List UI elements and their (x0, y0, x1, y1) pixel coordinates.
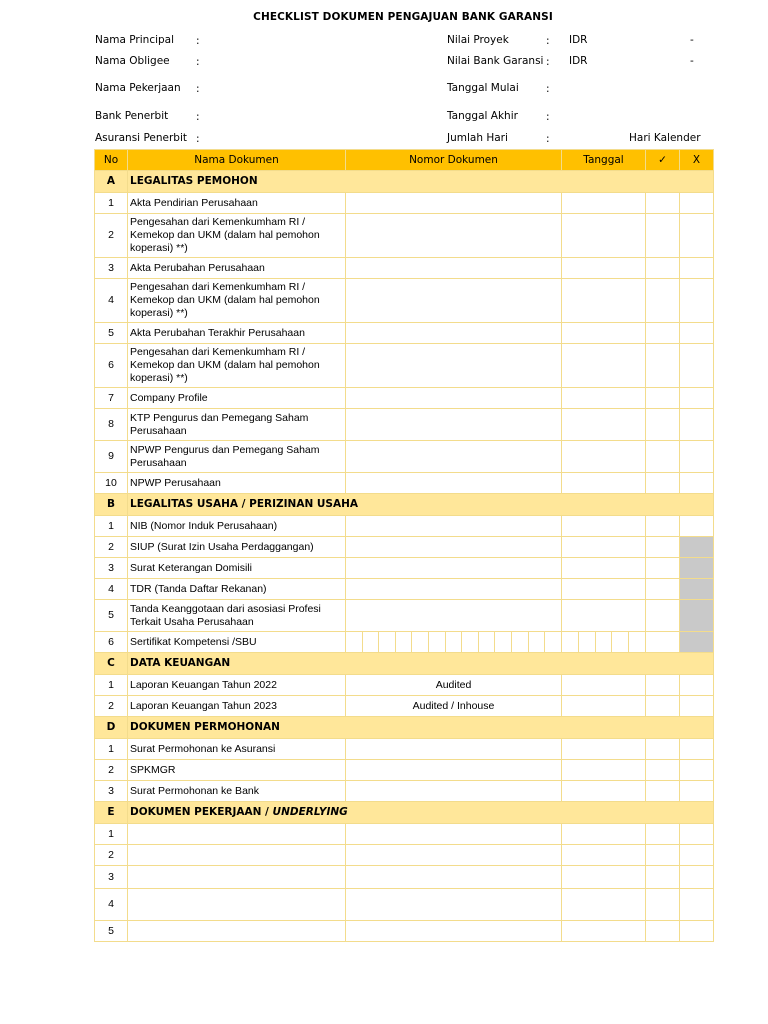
row-no: 7 (95, 388, 128, 409)
check-cell[interactable] (646, 344, 680, 388)
x-cell[interactable] (680, 258, 714, 279)
row-no: 3 (95, 558, 128, 579)
tanggal-cell[interactable] (562, 824, 646, 845)
x-cell[interactable] (680, 866, 714, 889)
check-cell[interactable] (646, 193, 680, 214)
check-cell[interactable] (646, 258, 680, 279)
table-row (95, 781, 714, 802)
section-title (128, 802, 714, 824)
nomor-dokumen-cell[interactable] (346, 558, 562, 579)
row-no: 1 (95, 824, 128, 845)
check-cell[interactable] (646, 781, 680, 802)
tanggal-cell[interactable] (562, 473, 646, 494)
check-cell[interactable] (646, 675, 680, 696)
x-cell[interactable] (680, 781, 714, 802)
nama-dokumen-cell[interactable] (128, 866, 346, 889)
row-nama-dokumen: Surat Keterangan Domisili (128, 558, 346, 579)
check-cell[interactable] (646, 323, 680, 344)
x-cell[interactable] (680, 388, 714, 409)
x-cell-disabled (680, 632, 714, 653)
nomor-dokumen-subcells[interactable] (346, 632, 562, 653)
nomor-dokumen-cell[interactable] (346, 409, 562, 441)
column-header-tanggal: Tanggal (562, 150, 646, 171)
nomor-dokumen-cell[interactable] (346, 739, 562, 760)
tanggal-cell[interactable] (562, 214, 646, 258)
nomor-dokumen-cell[interactable] (346, 344, 562, 388)
nomor-dokumen-cell[interactable] (346, 781, 562, 802)
label-jumlah-hari: Jumlah Hari (447, 132, 508, 144)
x-cell[interactable] (680, 845, 714, 866)
tanggal-cell[interactable] (562, 760, 646, 781)
tanggal-cell[interactable] (562, 579, 646, 600)
row-no: 4 (95, 279, 128, 323)
row-no: 4 (95, 889, 128, 921)
row-nama-dokumen: Company Profile (128, 388, 346, 409)
section-letter: D (95, 717, 128, 739)
nama-dokumen-cell[interactable] (128, 824, 346, 845)
row-nama-dokumen: NPWP Pengurus dan Pemegang Saham Perusahaan (128, 441, 346, 473)
table-row (95, 214, 714, 258)
tanggal-cell[interactable] (562, 258, 646, 279)
label-nilai-bank-garansi: Nilai Bank Garansi (447, 55, 544, 67)
label-nama-pekerjaan: Nama Pekerjaan (95, 82, 181, 94)
x-cell-disabled (680, 558, 714, 579)
check-cell[interactable] (646, 279, 680, 323)
nomor-dokumen-cell[interactable] (346, 193, 562, 214)
tanggal-cell[interactable] (562, 739, 646, 760)
check-cell[interactable] (646, 473, 680, 494)
x-cell[interactable] (680, 696, 714, 717)
row-nama-dokumen: Surat Permohonan ke Asuransi (128, 739, 346, 760)
section-title: DATA KEUANGAN (128, 653, 714, 675)
check-cell[interactable] (646, 214, 680, 258)
check-cell[interactable] (646, 441, 680, 473)
row-no: 5 (95, 921, 128, 942)
tanggal-cell[interactable] (562, 558, 646, 579)
row-no: 6 (95, 632, 128, 653)
table-row (95, 760, 714, 781)
row-nama-dokumen: Surat Permohonan ke Bank (128, 781, 346, 802)
value-dash: - (690, 55, 694, 67)
colon: : (546, 83, 550, 95)
label-nama-principal: Nama Principal (95, 34, 175, 46)
nomor-dokumen-cell[interactable] (346, 921, 562, 942)
row-nama-dokumen: Pengesahan dari Kemenkumham RI / Kemekop dan UKM (dalam hal pemohon koperasi) **) (128, 279, 346, 323)
document-title: CHECKLIST DOKUMEN PENGAJUAN BANK GARANSI (253, 11, 553, 23)
value-currency: IDR (569, 34, 588, 46)
nomor-dokumen-cell[interactable] (346, 516, 562, 537)
row-no: 1 (95, 193, 128, 214)
row-nama-dokumen: Akta Perubahan Terakhir Perusahaan (128, 323, 346, 344)
table-row (95, 473, 714, 494)
table-row (95, 558, 714, 579)
nomor-dokumen-cell[interactable] (346, 889, 562, 921)
row-no: 1 (95, 675, 128, 696)
colon: : (546, 111, 550, 123)
table-row (95, 279, 714, 323)
check-cell[interactable] (646, 558, 680, 579)
table-row (95, 516, 714, 537)
check-cell[interactable] (646, 845, 680, 866)
row-nama-dokumen: Akta Perubahan Perusahaan (128, 258, 346, 279)
section-letter: B (95, 494, 128, 516)
nomor-dokumen-cell[interactable]: Audited / Inhouse (346, 696, 562, 717)
table-row (95, 579, 714, 600)
colon: : (546, 35, 550, 47)
tanggal-cell[interactable] (562, 921, 646, 942)
x-cell[interactable] (680, 921, 714, 942)
nomor-dokumen-cell[interactable] (346, 760, 562, 781)
section-letter: E (95, 802, 128, 824)
row-nama-dokumen: Akta Pendirian Perusahaan (128, 193, 346, 214)
tanggal-cell[interactable] (562, 388, 646, 409)
row-no: 2 (95, 845, 128, 866)
row-nama-dokumen: Pengesahan dari Kemenkumham RI / Kemekop dan UKM (dalam hal pemohon koperasi) **) (128, 344, 346, 388)
row-no: 2 (95, 537, 128, 558)
row-no: 2 (95, 760, 128, 781)
nama-dokumen-cell[interactable] (128, 845, 346, 866)
label-nilai-proyek: Nilai Proyek (447, 34, 509, 46)
row-nama-dokumen: Laporan Keuangan Tahun 2023 (128, 696, 346, 717)
check-cell[interactable] (646, 537, 680, 558)
row-nama-dokumen: NIB (Nomor Induk Perusahaan) (128, 516, 346, 537)
tanggal-cell[interactable] (562, 279, 646, 323)
row-no: 9 (95, 441, 128, 473)
x-cell-disabled (680, 537, 714, 558)
colon: : (196, 111, 200, 123)
tanggal-cell[interactable] (562, 866, 646, 889)
x-cell[interactable] (680, 889, 714, 921)
check-cell[interactable] (646, 760, 680, 781)
x-cell[interactable] (680, 824, 714, 845)
tanggal-cell[interactable] (562, 845, 646, 866)
section-header-b (95, 494, 714, 516)
column-header-x: X (680, 150, 714, 171)
row-no: 6 (95, 344, 128, 388)
column-header-no: No (95, 150, 128, 171)
nomor-dokumen-cell[interactable] (346, 824, 562, 845)
section-title-italic: UNDERLYING (272, 806, 348, 818)
nomor-dokumen-cell[interactable] (346, 441, 562, 473)
column-header-nama-dokumen: Nama Dokumen (128, 150, 346, 171)
colon: : (546, 133, 550, 145)
tanggal-cell[interactable] (562, 323, 646, 344)
x-cell[interactable] (680, 323, 714, 344)
row-no: 3 (95, 866, 128, 889)
nama-dokumen-cell[interactable] (128, 889, 346, 921)
table-row (95, 344, 714, 388)
section-header-d (95, 717, 714, 739)
x-cell[interactable] (680, 441, 714, 473)
label-tanggal-mulai: Tanggal Mulai (447, 82, 519, 94)
row-no: 10 (95, 473, 128, 494)
nomor-dokumen-cell[interactable] (346, 473, 562, 494)
section-title: LEGALITAS PEMOHON (128, 171, 714, 193)
tanggal-subcells[interactable] (562, 632, 646, 653)
row-no: 5 (95, 600, 128, 632)
table-row (95, 441, 714, 473)
row-nama-dokumen: Laporan Keuangan Tahun 2022 (128, 675, 346, 696)
label-asuransi-penerbit: Asuransi Penerbit (95, 132, 187, 144)
colon: : (196, 35, 200, 47)
section-title: LEGALITAS USAHA / PERIZINAN USAHA (128, 494, 714, 516)
check-cell[interactable] (646, 696, 680, 717)
x-cell[interactable] (680, 214, 714, 258)
check-cell[interactable] (646, 600, 680, 632)
tanggal-cell[interactable] (562, 344, 646, 388)
nomor-dokumen-cell[interactable]: Audited (346, 675, 562, 696)
nomor-dokumen-cell[interactable] (346, 579, 562, 600)
tanggal-cell[interactable] (562, 781, 646, 802)
nomor-dokumen-cell[interactable] (346, 323, 562, 344)
table-row (95, 739, 714, 760)
nomor-dokumen-cell[interactable] (346, 279, 562, 323)
check-cell[interactable] (646, 409, 680, 441)
check-cell[interactable] (646, 921, 680, 942)
x-cell[interactable] (680, 344, 714, 388)
table-row (95, 323, 714, 344)
check-cell[interactable] (646, 388, 680, 409)
table-row (95, 675, 714, 696)
row-no: 1 (95, 516, 128, 537)
row-no: 3 (95, 781, 128, 802)
nomor-dokumen-cell[interactable] (346, 866, 562, 889)
tanggal-cell[interactable] (562, 516, 646, 537)
value-dash: - (690, 34, 694, 46)
label-tanggal-akhir: Tanggal Akhir (447, 110, 518, 122)
row-nama-dokumen: NPWP Perusahaan (128, 473, 346, 494)
tanggal-cell[interactable] (562, 696, 646, 717)
row-no: 2 (95, 696, 128, 717)
table-row (95, 845, 714, 866)
table-row (95, 824, 714, 845)
table-row (95, 632, 714, 653)
label-nama-obligee: Nama Obligee (95, 55, 170, 67)
x-cell[interactable] (680, 516, 714, 537)
table-row (95, 258, 714, 279)
nomor-dokumen-cell[interactable] (346, 258, 562, 279)
nomor-dokumen-cell[interactable] (346, 537, 562, 558)
table-row (95, 193, 714, 214)
row-no: 1 (95, 739, 128, 760)
row-no: 3 (95, 258, 128, 279)
row-no: 2 (95, 214, 128, 258)
section-header-e (95, 802, 714, 824)
x-cell[interactable] (680, 473, 714, 494)
colon: : (196, 133, 200, 145)
x-cell[interactable] (680, 675, 714, 696)
table-row (95, 921, 714, 942)
table-row (95, 409, 714, 441)
row-nama-dokumen: SIUP (Surat Izin Usaha Perdaggangan) (128, 537, 346, 558)
tanggal-cell[interactable] (562, 675, 646, 696)
row-nama-dokumen: Pengesahan dari Kemenkumham RI / Kemekop dan UKM (dalam hal pemohon koperasi) **) (128, 214, 346, 258)
table-row (95, 600, 714, 632)
section-letter: A (95, 171, 128, 193)
colon: : (196, 56, 200, 68)
checklist-table (94, 149, 714, 942)
check-cell[interactable] (646, 516, 680, 537)
table-row (95, 889, 714, 921)
section-title: DOKUMEN PERMOHONAN (128, 717, 714, 739)
section-header-c (95, 653, 714, 675)
check-cell[interactable] (646, 889, 680, 921)
check-cell[interactable] (646, 579, 680, 600)
x-cell[interactable] (680, 193, 714, 214)
x-cell-disabled (680, 579, 714, 600)
x-cell[interactable] (680, 279, 714, 323)
column-header-check: ✓ (646, 150, 680, 171)
nomor-dokumen-cell[interactable] (346, 600, 562, 632)
label-bank-penerbit: Bank Penerbit (95, 110, 169, 122)
table-row (95, 388, 714, 409)
table-header-row (95, 150, 714, 171)
tanggal-cell[interactable] (562, 441, 646, 473)
nomor-dokumen-cell[interactable] (346, 845, 562, 866)
check-cell[interactable] (646, 739, 680, 760)
row-nama-dokumen: KTP Pengurus dan Pemegang Saham Perusahaan (128, 409, 346, 441)
row-nama-dokumen: TDR (Tanda Daftar Rekanan) (128, 579, 346, 600)
nama-dokumen-cell[interactable] (128, 921, 346, 942)
table-row (95, 537, 714, 558)
check-cell[interactable] (646, 632, 680, 653)
section-header-a (95, 171, 714, 193)
x-cell-disabled (680, 600, 714, 632)
nomor-dokumen-cell[interactable] (346, 214, 562, 258)
check-cell[interactable] (646, 866, 680, 889)
tanggal-cell[interactable] (562, 409, 646, 441)
table-row (95, 866, 714, 889)
x-cell[interactable] (680, 409, 714, 441)
value-hari-kalender: Hari Kalender (629, 132, 701, 144)
row-no: 8 (95, 409, 128, 441)
check-cell[interactable] (646, 824, 680, 845)
tanggal-cell[interactable] (562, 600, 646, 632)
colon: : (196, 83, 200, 95)
row-no: 5 (95, 323, 128, 344)
tanggal-cell[interactable] (562, 889, 646, 921)
nomor-dokumen-cell[interactable] (346, 388, 562, 409)
x-cell[interactable] (680, 739, 714, 760)
row-nama-dokumen: Tanda Keanggotaan dari asosiasi Profesi Terkait Usaha Perusahaan (128, 600, 346, 632)
row-no: 4 (95, 579, 128, 600)
section-title-text: DOKUMEN PEKERJAAN / (130, 806, 273, 818)
column-header-nomor-dokumen: Nomor Dokumen (346, 150, 562, 171)
value-currency: IDR (569, 55, 588, 67)
x-cell[interactable] (680, 760, 714, 781)
row-nama-dokumen: SPKMGR (128, 760, 346, 781)
tanggal-cell[interactable] (562, 193, 646, 214)
table-row (95, 696, 714, 717)
colon: : (546, 56, 550, 68)
row-nama-dokumen: Sertifikat Kompetensi /SBU (128, 632, 346, 653)
tanggal-cell[interactable] (562, 537, 646, 558)
section-letter: C (95, 653, 128, 675)
